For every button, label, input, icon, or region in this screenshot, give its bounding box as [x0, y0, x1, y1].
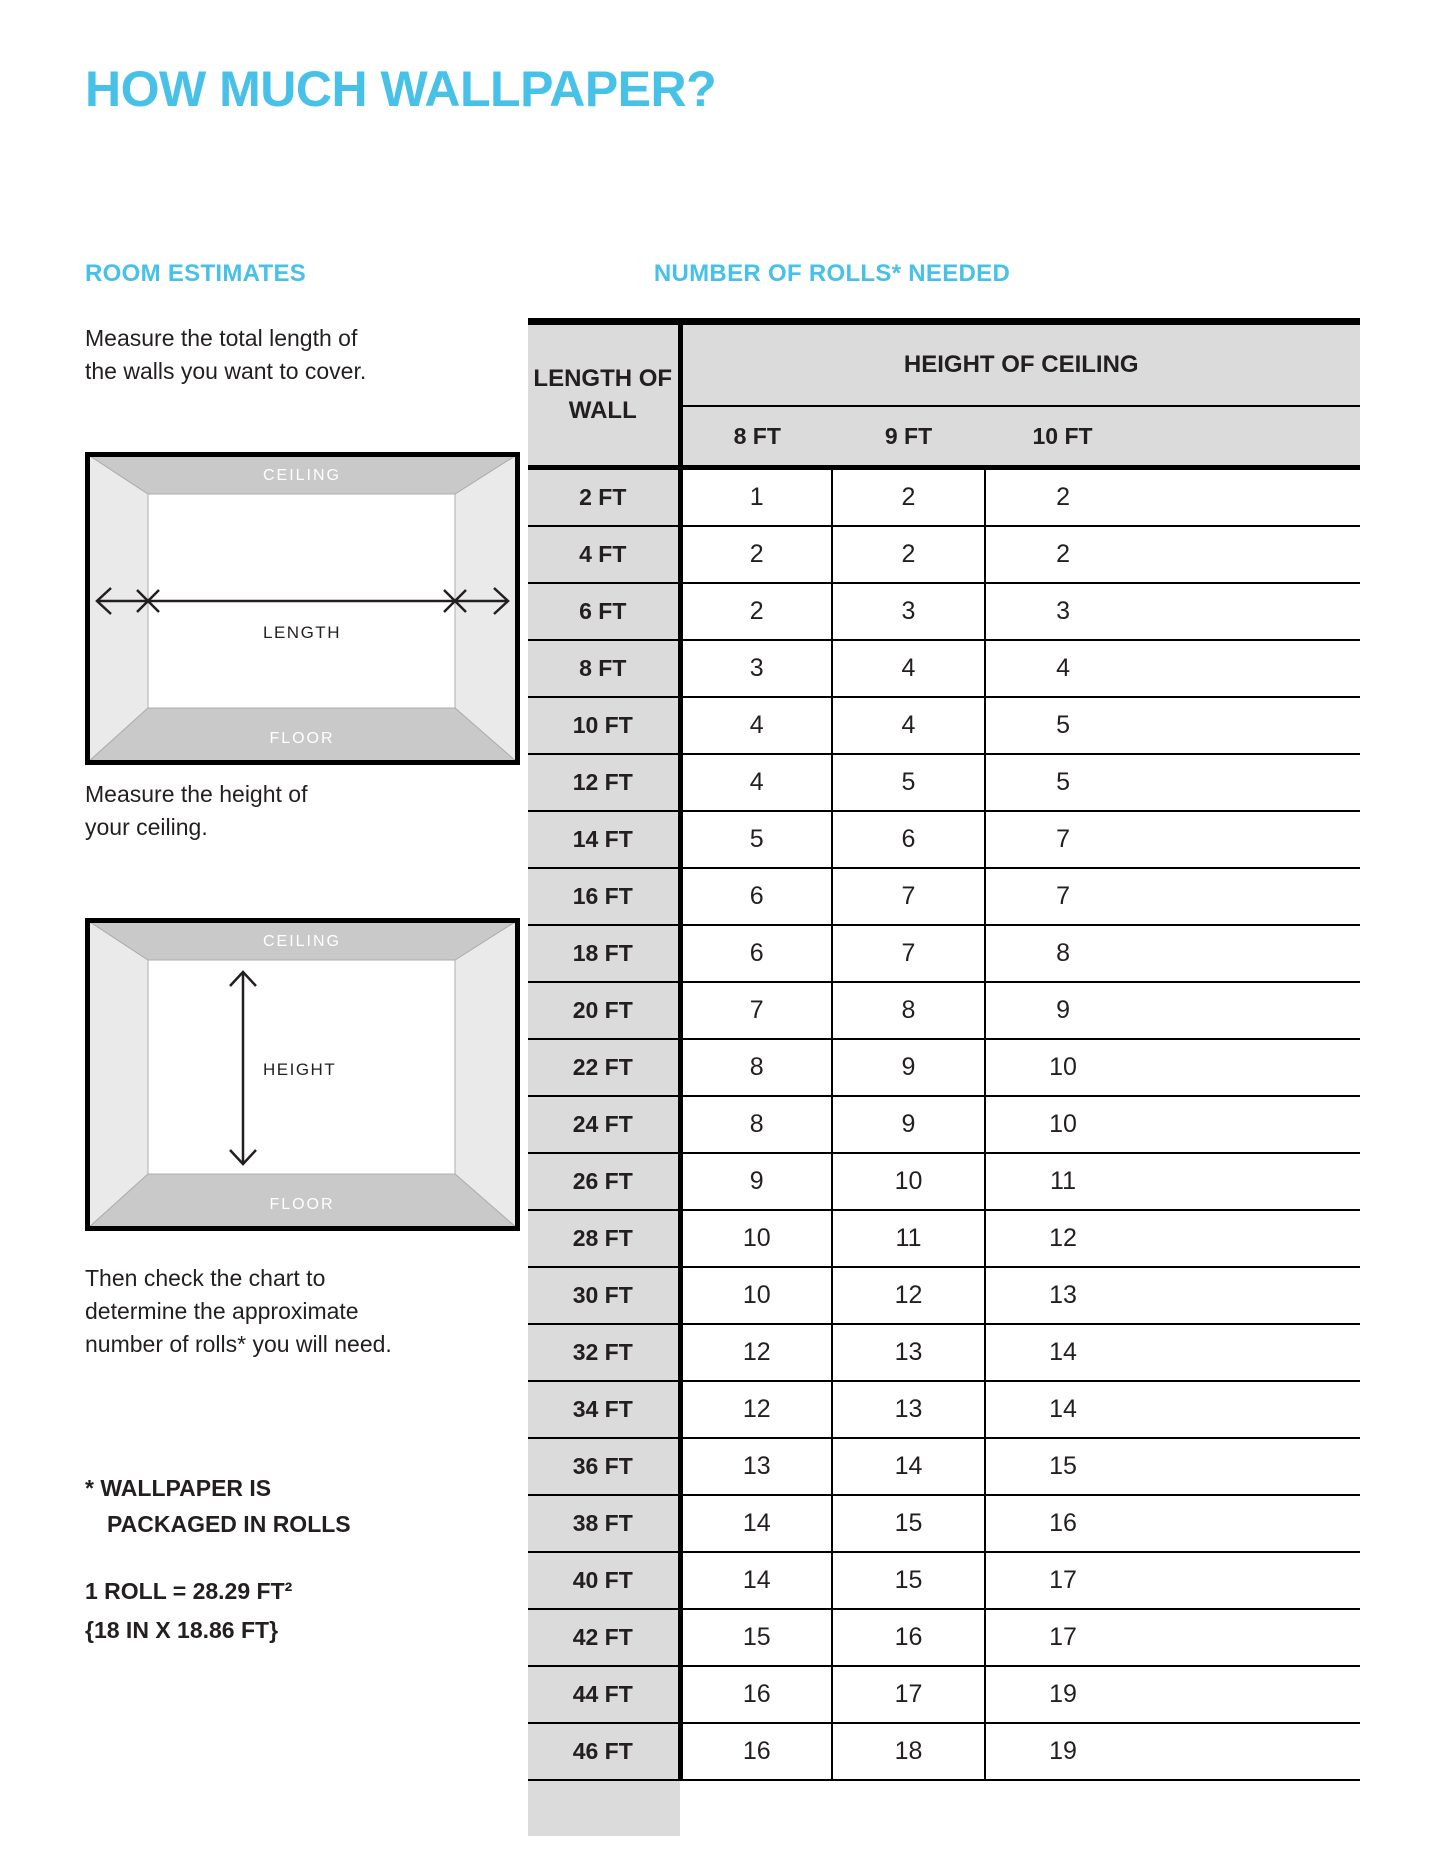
- cell-value: 15: [985, 1438, 1360, 1495]
- row-length-label: 26 FT: [528, 1153, 680, 1210]
- table-row: [528, 1495, 1360, 1552]
- step-line: number of rolls* you will need.: [85, 1331, 392, 1357]
- cell-value: 14: [680, 1552, 832, 1609]
- cell-value: 3: [680, 640, 832, 697]
- row-length-label: 36 FT: [528, 1438, 680, 1495]
- step-line: Measure the height of: [85, 781, 308, 807]
- cell-value: 4: [832, 697, 985, 754]
- row-length-label: 20 FT: [528, 982, 680, 1039]
- cell-value: 16: [832, 1609, 985, 1666]
- row-length-label: 12 FT: [528, 754, 680, 811]
- row-length-label: 14 FT: [528, 811, 680, 868]
- cell-value: 17: [985, 1552, 1360, 1609]
- step-line: the walls you want to cover.: [85, 358, 367, 384]
- row-length-label: 32 FT: [528, 1324, 680, 1381]
- row-length-label: 16 FT: [528, 868, 680, 925]
- cell-value: 2: [985, 468, 1360, 527]
- cell-value: 15: [680, 1609, 832, 1666]
- cell-value: 4: [985, 640, 1360, 697]
- row-length-label: 46 FT: [528, 1723, 680, 1780]
- instruction-step-chart: [85, 1262, 392, 1361]
- cell-value: 1: [680, 468, 832, 527]
- cell-value: 12: [832, 1267, 985, 1324]
- table-row: [528, 1210, 1360, 1267]
- roll-area-note: 1 ROLL = 28.29 FT²: [85, 1578, 293, 1604]
- table-row: [528, 583, 1360, 640]
- rolls-needed-heading: NUMBER OF ROLLS* NEEDED: [653, 260, 1011, 287]
- cell-value: 18: [832, 1723, 985, 1780]
- row-length-label: 6 FT: [528, 583, 680, 640]
- row-length-label: 8 FT: [528, 640, 680, 697]
- cell-value: 5: [985, 697, 1360, 754]
- cell-value: 19: [985, 1666, 1360, 1723]
- roll-dimensions-note: {18 IN X 18.86 FT}: [85, 1617, 279, 1643]
- cell-value: 9: [680, 1153, 832, 1210]
- row-length-label: 24 FT: [528, 1096, 680, 1153]
- cell-value: 12: [680, 1381, 832, 1438]
- cell-value: 5: [985, 754, 1360, 811]
- row-length-label: 44 FT: [528, 1666, 680, 1723]
- table-row: [528, 1552, 1360, 1609]
- cell-value: 10: [832, 1153, 985, 1210]
- row-length-label: 22 FT: [528, 1039, 680, 1096]
- cell-value: 2: [680, 583, 832, 640]
- cell-value: 11: [985, 1153, 1360, 1210]
- instruction-step-length: [85, 322, 366, 388]
- cell-value: 16: [680, 1723, 832, 1780]
- cell-value: 15: [832, 1552, 985, 1609]
- cell-value: 9: [985, 982, 1360, 1039]
- row-length-label: 10 FT: [528, 697, 680, 754]
- table-row: [528, 526, 1360, 583]
- cell-value: 15: [832, 1495, 985, 1552]
- cell-value: 6: [680, 868, 832, 925]
- row-length-label: 42 FT: [528, 1609, 680, 1666]
- row-length-label: 30 FT: [528, 1267, 680, 1324]
- ceiling-label: CEILING: [262, 933, 342, 950]
- cell-value: 11: [832, 1210, 985, 1267]
- table-row: [528, 1381, 1360, 1438]
- cell-value: 16: [985, 1495, 1360, 1552]
- cell-value: 7: [832, 925, 985, 982]
- row-length-label: 28 FT: [528, 1210, 680, 1267]
- cell-value: 10: [680, 1267, 832, 1324]
- note-line: * WALLPAPER IS: [85, 1475, 272, 1501]
- cell-value: 7: [985, 811, 1360, 868]
- height-of-ceiling-header: HEIGHT OF CEILING: [680, 322, 1360, 407]
- table-row: [528, 982, 1360, 1039]
- row-length-label: 2 FT: [528, 468, 680, 527]
- table-tail: [528, 1780, 1360, 1836]
- table-row: [528, 1267, 1360, 1324]
- step-line: determine the approximate: [85, 1298, 359, 1324]
- cell-value: 12: [985, 1210, 1360, 1267]
- table-row: [528, 1438, 1360, 1495]
- step-line: Then check the chart to: [85, 1265, 326, 1291]
- row-length-label: 18 FT: [528, 925, 680, 982]
- cell-value: 3: [832, 583, 985, 640]
- cell-value: 6: [680, 925, 832, 982]
- cell-value: 2: [985, 526, 1360, 583]
- table-row: [528, 1096, 1360, 1153]
- cell-value: 10: [985, 1039, 1360, 1096]
- table-row: [528, 640, 1360, 697]
- cell-value: 19: [985, 1723, 1360, 1780]
- cell-value: 8: [680, 1039, 832, 1096]
- table-row: [528, 925, 1360, 982]
- table-row: [528, 811, 1360, 868]
- ceiling-8ft-header: 8 FT: [680, 406, 832, 468]
- cell-value: 2: [832, 468, 985, 527]
- cell-value: 12: [680, 1324, 832, 1381]
- table-row: [528, 1324, 1360, 1381]
- cell-value: 7: [832, 868, 985, 925]
- cell-value: 13: [832, 1324, 985, 1381]
- table-row: [528, 868, 1360, 925]
- height-label: HEIGHT: [263, 1060, 337, 1079]
- cell-value: 9: [832, 1096, 985, 1153]
- ceiling-10ft-header: 10 FT: [985, 406, 1360, 468]
- cell-value: 10: [680, 1210, 832, 1267]
- wallpaper-rolls-note: [85, 1470, 351, 1542]
- cell-value: 10: [985, 1096, 1360, 1153]
- cell-value: 2: [680, 526, 832, 583]
- cell-value: 5: [832, 754, 985, 811]
- table-row: [528, 1723, 1360, 1780]
- table-row: [528, 1609, 1360, 1666]
- cell-value: 16: [680, 1666, 832, 1723]
- cell-value: 2: [832, 526, 985, 583]
- room-height-diagram: [85, 918, 520, 1231]
- cell-value: 5: [680, 811, 832, 868]
- table-row: [528, 468, 1360, 527]
- length-of-wall-header: LENGTH OF WALL: [528, 322, 680, 468]
- row-length-label: 34 FT: [528, 1381, 680, 1438]
- cell-value: 14: [985, 1324, 1360, 1381]
- step-line: Measure the total length of: [85, 325, 358, 351]
- cell-value: 17: [832, 1666, 985, 1723]
- table-header-row: [528, 322, 1360, 407]
- cell-value: 7: [985, 868, 1360, 925]
- page-title: HOW MUCH WALLPAPER?: [85, 61, 717, 117]
- cell-value: 13: [680, 1438, 832, 1495]
- note-line: PACKAGED IN ROLLS: [107, 1511, 351, 1537]
- ceiling-9ft-header: 9 FT: [832, 406, 985, 468]
- cell-value: 4: [680, 697, 832, 754]
- table-row: [528, 1039, 1360, 1096]
- cell-value: 7: [680, 982, 832, 1039]
- cell-value: 4: [680, 754, 832, 811]
- cell-value: 8: [680, 1096, 832, 1153]
- cell-value: 6: [832, 811, 985, 868]
- cell-value: 8: [985, 925, 1360, 982]
- floor-label: FLOOR: [269, 730, 335, 747]
- room-length-diagram: [85, 452, 520, 765]
- cell-value: 14: [985, 1381, 1360, 1438]
- table-row: [528, 697, 1360, 754]
- length-label: LENGTH: [263, 623, 341, 642]
- cell-value: 14: [832, 1438, 985, 1495]
- table-row: [528, 1153, 1360, 1210]
- rolls-needed-table: [528, 318, 1360, 1836]
- room-estimates-heading: ROOM ESTIMATES: [85, 260, 307, 287]
- cell-value: 17: [985, 1609, 1360, 1666]
- table-row: [528, 1666, 1360, 1723]
- instruction-step-height: [85, 778, 307, 844]
- cell-value: 8: [832, 982, 985, 1039]
- row-length-label: 4 FT: [528, 526, 680, 583]
- step-line: your ceiling.: [85, 814, 208, 840]
- cell-value: 4: [832, 640, 985, 697]
- row-length-label: 38 FT: [528, 1495, 680, 1552]
- gray-column-tail: [528, 1780, 680, 1836]
- cell-value: 13: [832, 1381, 985, 1438]
- cell-value: 13: [985, 1267, 1360, 1324]
- table-row: [528, 754, 1360, 811]
- ceiling-label: CEILING: [262, 467, 342, 484]
- cell-value: 9: [832, 1039, 985, 1096]
- row-length-label: 40 FT: [528, 1552, 680, 1609]
- cell-value: 3: [985, 583, 1360, 640]
- tail-spacer: [680, 1780, 1360, 1836]
- cell-value: 14: [680, 1495, 832, 1552]
- floor-label: FLOOR: [269, 1196, 335, 1213]
